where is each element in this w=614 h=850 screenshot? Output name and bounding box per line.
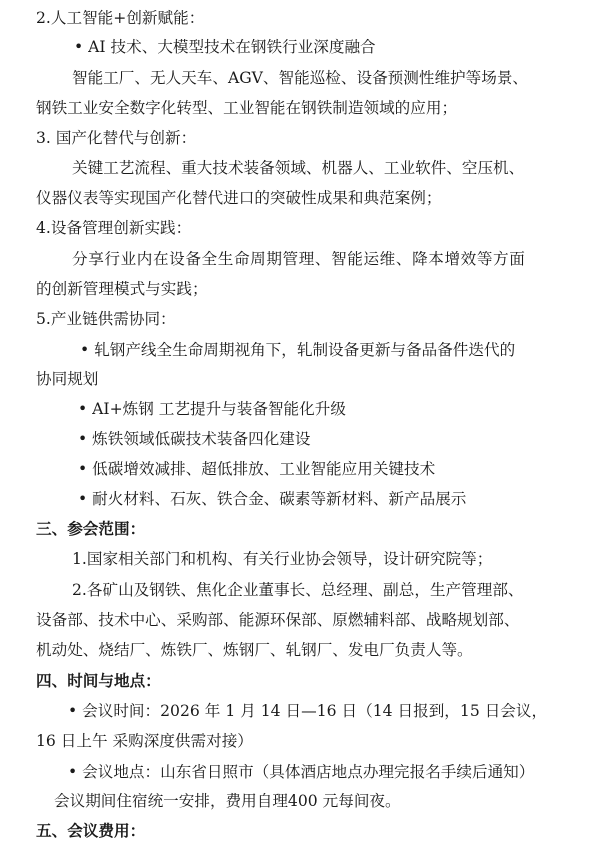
- topic-5-bullet-4: • 低碳增效减排、超低排放、工业智能应用关键技术: [78, 460, 436, 478]
- topic-5-bullet-3: • 炼铁领域低碳技术装备四化建设: [78, 430, 311, 448]
- section-5-heading: 五、会议费用：: [36, 821, 146, 840]
- section-4-heading: 四、时间与地点：: [36, 671, 161, 690]
- topic-5-bullet-2: • AI+炼钢 工艺提升与装备智能化升级: [78, 400, 346, 418]
- topic-5-bullet-5: • 耐火材料、石灰、铁合金、碳素等新材料、新产品展示: [78, 490, 467, 508]
- section-3-item-2-line-2: 设备部、技术中心、采购部、能源环保部、原燃辅料部、战略规划部、: [36, 611, 520, 629]
- topic-3-heading: 3. 国产化替代与创新：: [36, 129, 197, 147]
- topic-2-body-line-2: 钢铁工业安全数字化转型、工业智能在钢铁制造领域的应用；: [36, 99, 458, 117]
- topic-2-bullet: • AI 技术、大模型技术在钢铁行业深度融合: [74, 38, 376, 56]
- meeting-time-line-2: 16 日上午 采购深度供需对接）: [36, 732, 253, 750]
- topic-4-heading: 4.设备管理创新实践：: [36, 219, 192, 237]
- section-3-item-1: 1.国家相关部门和机构、有关行业协会领导，设计研究院等；: [72, 550, 493, 568]
- topic-5-bullet-1-line-1: • 轧钢产线全生命周期视角下，轧制设备更新与备品备件迭代的: [80, 341, 516, 359]
- topic-5-heading: 5.产业链供需协同：: [36, 310, 176, 328]
- topic-2-body-line-1: 智能工厂、无人天车、AGV、智能巡检、设备预测性维护等场景、: [72, 69, 529, 87]
- topic-5-bullet-1-line-2: 协同规划: [36, 370, 99, 388]
- topic-2-heading: 2.人工智能+创新赋能：: [36, 9, 205, 27]
- topic-3-body-line-2: 仪器仪表等实现国产化替代进口的突破性成果和典范案例；: [36, 189, 442, 207]
- meeting-time-line-1: • 会议时间：2026 年 1 月 14 日—16 日（14 日报到，15 日会议，: [68, 702, 548, 720]
- section-3-item-2-line-3: 机动处、烧结厂、炼铁厂、炼钢厂、轧钢厂、发电厂负责人等。: [36, 641, 473, 659]
- topic-3-body-line-1: 关键工艺流程、重大技术装备领域、机器人、工业软件、空压机、: [72, 159, 525, 177]
- section-3-item-2-line-1: 2.各矿山及钢铁、焦化企业董事长、总经理、副总，生产管理部、: [72, 581, 524, 599]
- topic-4-body-line-2: 的创新管理模式与实践；: [36, 280, 208, 298]
- meeting-venue-line-2: 会议期间住宿统一安排，费用自理400 元每间夜。: [54, 792, 401, 810]
- topic-4-body-line-1: 分享行业内在设备全生命周期管理、智能运维、降本增效等方面: [72, 250, 526, 268]
- section-3-heading: 三、参会范围：: [36, 519, 146, 538]
- meeting-venue-line-1: • 会议地点：山东省日照市（具体酒店地点办理完报名手续后通知）: [68, 763, 535, 781]
